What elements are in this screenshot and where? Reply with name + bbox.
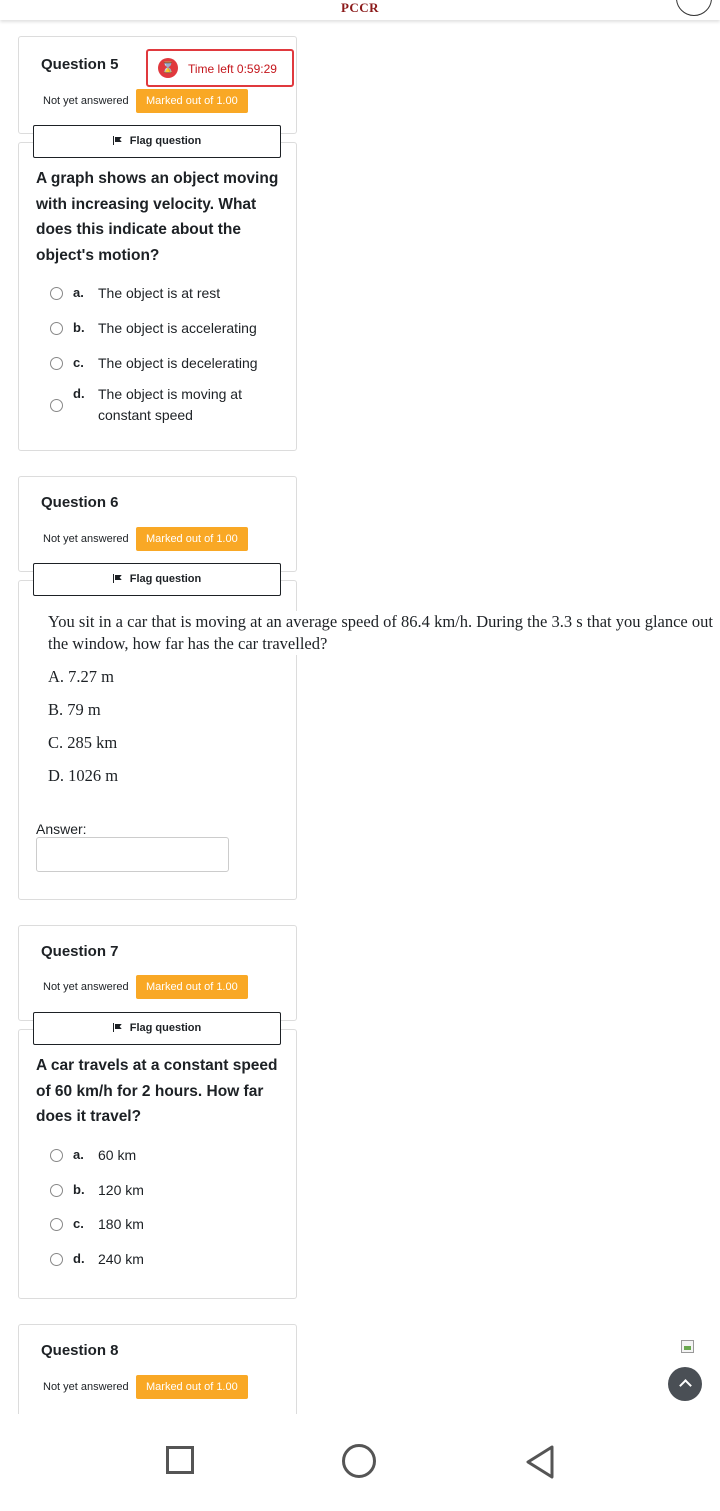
flag-icon [113,1024,122,1031]
marks-badge: Marked out of 1.00 [136,1375,248,1399]
option-text: 60 km [98,1147,137,1163]
option-letter: c. [73,355,84,370]
answer-choice-d: D. 1026 m [48,766,119,785]
hourglass-icon: ⌛ [158,58,178,78]
answer-option-a[interactable] [48,285,288,305]
home-icon[interactable] [342,1444,376,1478]
option-letter: c. [73,1216,84,1231]
answer-input[interactable] [36,837,229,872]
option-letter: a. [73,1147,84,1162]
answer-option-d[interactable] [48,386,288,428]
broken-image-icon [681,1340,694,1353]
flag-question-button[interactable] [33,1012,281,1045]
option-text: The object is at rest [98,285,221,301]
answer-option-c[interactable] [48,1216,288,1236]
timer-box [146,49,294,87]
flag-icon [113,137,122,144]
radio-button[interactable] [50,399,63,412]
question-status: Not yet answered [43,1381,129,1393]
radio-button[interactable] [50,1253,63,1266]
question-text: A graph shows an object moving with increasing velocity. What does this indicate about the object's motion? [36,170,279,264]
radio-button[interactable] [50,1218,63,1231]
option-text: The object is accelerating [98,320,257,336]
option-text: 240 km [98,1251,144,1267]
answer-choice-b: B. 79 m [48,700,101,719]
radio-button[interactable] [50,1184,63,1197]
answer-label: Answer: [36,821,87,837]
system-navigation-bar [0,1414,720,1511]
answer-option-b[interactable] [48,1182,288,1202]
option-text: The object is moving at constant speed [98,386,242,423]
scroll-to-top-button[interactable] [668,1367,702,1401]
question-text: You sit in a car that is moving at an average speed of 86.4 km/h. During the 3.3 s that you glance out the window, how far has the car travelled? [48,612,713,653]
flag-question-button[interactable] [33,563,281,596]
flag-label: Flag question [129,1022,202,1034]
question-number: Question 5 [41,56,119,73]
back-icon[interactable] [524,1444,556,1480]
top-bar [0,0,720,20]
answer-choice-c: C. 285 km [48,733,118,752]
answer-option-b[interactable] [48,320,288,340]
question-number: Question 6 [41,494,119,511]
option-letter: a. [73,285,84,300]
question-status: Not yet answered [43,533,129,545]
answer-choice-a: A. 7.27 m [48,667,114,686]
answer-option-a[interactable] [48,1147,288,1167]
answer-option-d[interactable] [48,1251,288,1271]
flag-label: Flag question [129,573,202,585]
option-text: The object is decelerating [98,355,258,371]
timer-label: Time left 0:59:29 [188,62,277,76]
question-status: Not yet answered [43,981,129,993]
option-text: 180 km [98,1216,144,1232]
option-letter: b. [73,1182,85,1197]
radio-button[interactable] [50,357,63,370]
option-letter: b. [73,320,85,335]
marks-badge: Marked out of 1.00 [136,975,248,999]
flag-question-button[interactable] [33,125,281,158]
radio-button[interactable] [50,1149,63,1162]
flag-icon [113,575,122,582]
radio-button[interactable] [50,322,63,335]
site-logo[interactable]: PCCR [340,0,380,15]
radio-button[interactable] [50,287,63,300]
marks-badge: Marked out of 1.00 [136,527,248,551]
question-6-info-card [18,476,297,572]
option-letter: d. [73,1251,85,1266]
answer-option-c[interactable] [48,355,288,375]
question-number: Question 7 [41,943,119,960]
question-status: Not yet answered [43,95,129,107]
question-7-info-card [18,925,297,1021]
flag-label: Flag question [129,135,202,147]
marks-badge: Marked out of 1.00 [136,89,248,113]
recent-apps-icon[interactable] [166,1446,194,1474]
option-letter: d. [73,386,85,401]
option-text: 120 km [98,1182,144,1198]
question-text: A car travels at a constant speed of 60 km/h for 2 hours. How far does it travel? [36,1057,278,1125]
question-number: Question 8 [41,1342,119,1359]
